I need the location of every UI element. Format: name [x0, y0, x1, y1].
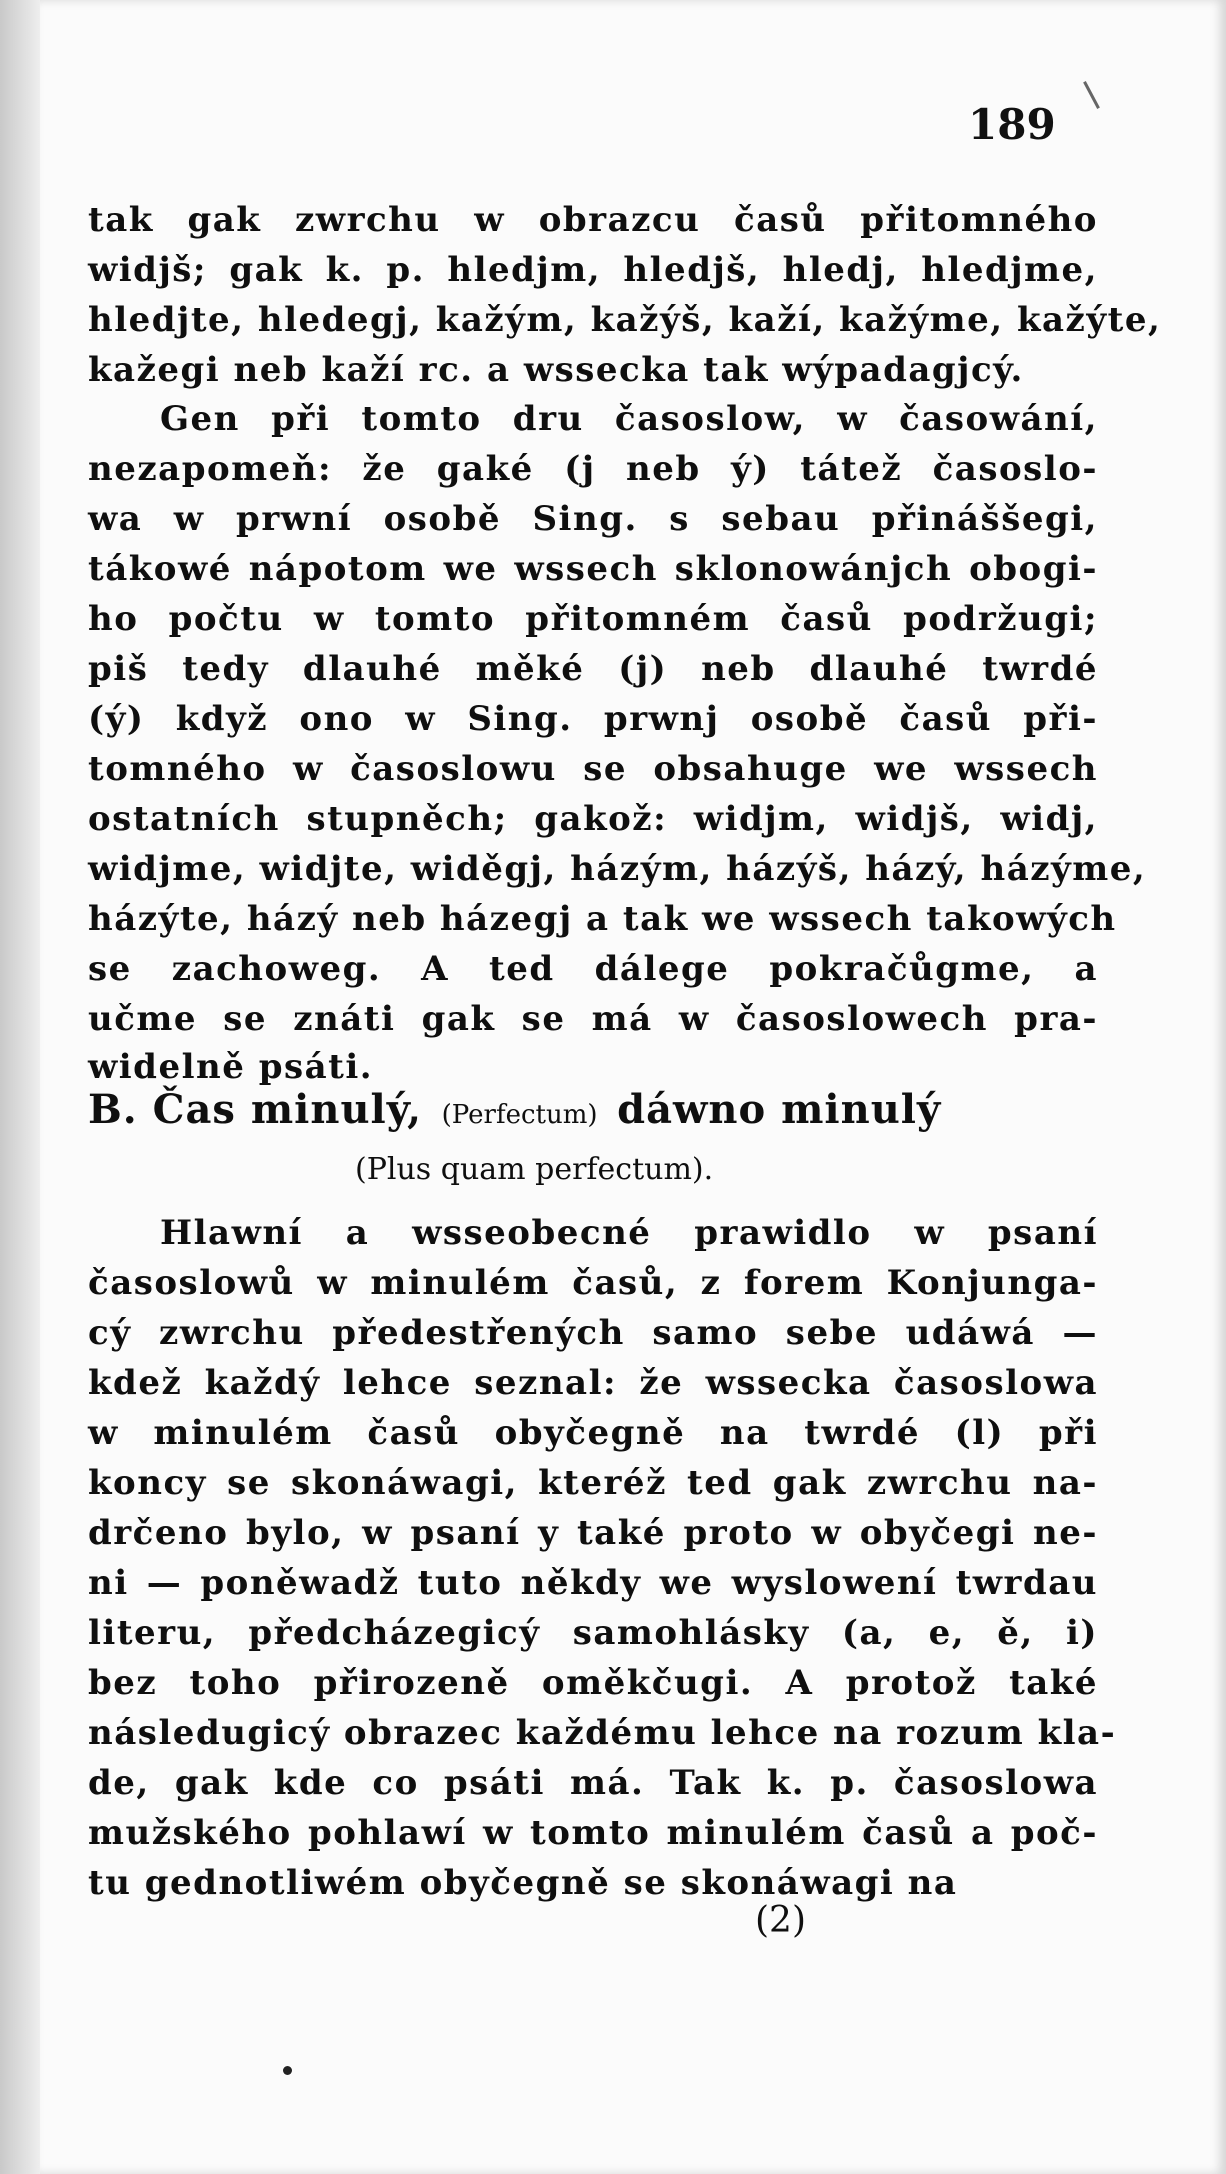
text-line: (ý) když ono w Sing. prwnj osobě časů při-: [88, 699, 1098, 739]
text-line: ho počtu w tomto přitomném časů podržugi;: [88, 599, 1098, 639]
text-line: wa w prwní osobě Sing. s sebau přináššegi,: [88, 499, 1098, 539]
text-line: Gen při tomto dru časoslow, w časowání,: [160, 399, 1098, 439]
text-line: tomného w časoslowu se obsahuge we wssech: [88, 749, 1098, 789]
text-line: hledjte, hledegj, kažým, kažýš, kaží, kažýme, kažýte,: [88, 300, 1162, 340]
text-line: časoslowů w minulém časů, z forem Konjunga-: [88, 1263, 1098, 1303]
text-line: učme se znáti gak se má w časoslowech pra-: [88, 999, 1098, 1039]
text-line: koncy se skonáwagi, kteréž ted gak zwrchu na-: [88, 1463, 1098, 1503]
text-line: w minulém časů obyčegně na twrdé (l) při: [88, 1413, 1098, 1453]
text-line: de, gak kde co psáti má. Tak k. p. časoslowa: [88, 1763, 1098, 1803]
text-line: literu, předcházegicý samohlásky (a, e, ě, i): [88, 1613, 1098, 1653]
text-line: drčeno bylo, w psaní y také proto w obyčegi ne-: [88, 1513, 1098, 1553]
corner-mark: [1083, 81, 1100, 109]
text-line: tu gednotliwém obyčegně se skonáwagi na: [88, 1863, 958, 1903]
text-line: Hlawní a wsseobecné prawidlo w psaní: [160, 1213, 1098, 1253]
heading-tail: dáwno minulý: [617, 1086, 942, 1133]
text-line: následugicý obrazec každému lehce na rozum kla-: [88, 1713, 1117, 1753]
text-line: kdež každý lehce seznal: že wsseckа časoslowa: [88, 1363, 1098, 1403]
text-line: cý zwrchu předestřených samo sebe udáwá —: [88, 1313, 1098, 1353]
text-line: nezapomeň: že gaké (j neb ý) tátež časoslo-: [88, 449, 1098, 489]
text-line: tak gak zwrchu w obrazcu časů přitomného: [88, 200, 1098, 240]
heading-latin: (Perfectum): [441, 1100, 598, 1130]
section-subheading: (Plus quam perfectum).: [355, 1152, 714, 1187]
text-line: widjme, widjte, widěgj, házým, házýš, házý, házýme,: [88, 849, 1147, 889]
section-heading: [88, 1086, 1098, 1133]
page-number: 189: [968, 100, 1056, 149]
text-line: ostatních stupněch; gakož: widjm, widjš, widj,: [88, 799, 1098, 839]
signature-mark: (2): [755, 1900, 806, 1941]
page-edge-shadow: [0, 0, 40, 2174]
text-line: piš tedy dlauhé měké (j) neb dlauhé twrdé: [88, 649, 1098, 689]
ink-spot: [283, 2066, 292, 2075]
text-line: widjš; gak k. p. hledjm, hledjš, hledj, hledjme,: [88, 250, 1098, 290]
text-line: mužského pohlawí w tomto minulém časů a poč-: [88, 1813, 1098, 1853]
text-line: házýte, házý neb házegj a tak we wssech takowých: [88, 899, 1117, 939]
text-line: widelně psáti.: [88, 1047, 374, 1087]
text-line: tákowé nápotom we wssech sklonowánjch obogi-: [88, 549, 1098, 589]
text-line: bez toho přirozeně oměkčugi. A protož také: [88, 1663, 1098, 1703]
text-line: se zachoweg. A ted dálege pokračůgme, a: [88, 949, 1098, 989]
heading-label: B. Čas minulý,: [88, 1086, 423, 1133]
text-line: kažegi neb kaží rc. a wsseckа tak wýpadagjcý.: [88, 350, 1024, 390]
text-line: ni — poněwadž tuto někdy we wyslowení twrdau: [88, 1563, 1098, 1603]
